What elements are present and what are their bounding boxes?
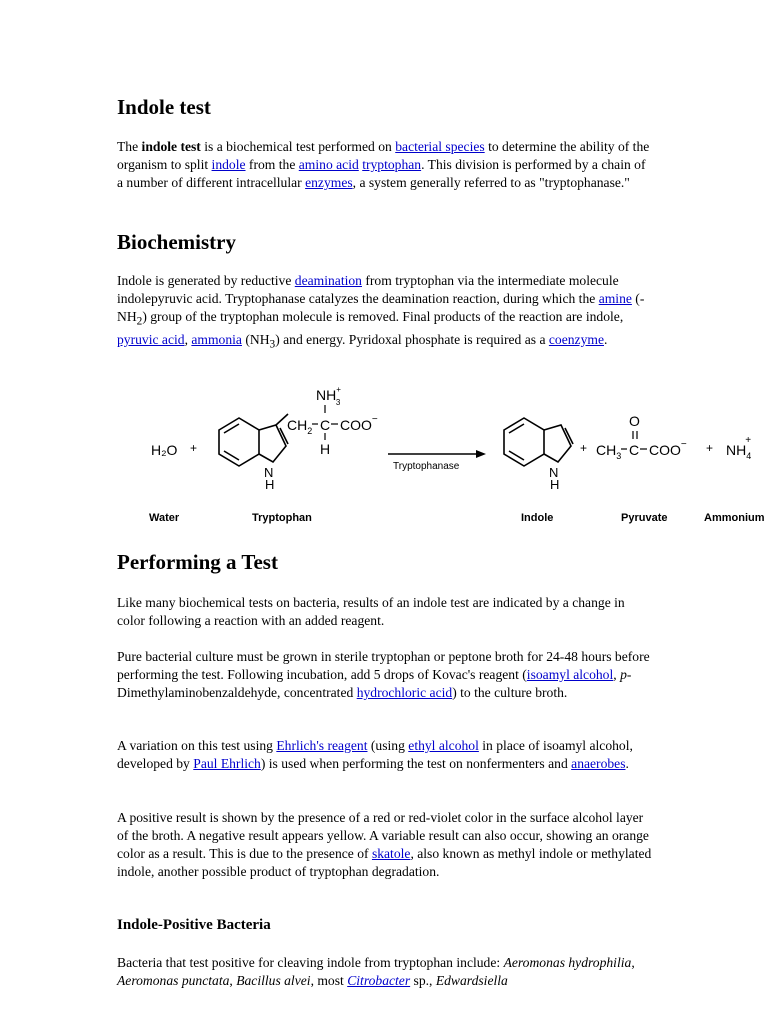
link-amino-acid[interactable]: amino acid (298, 157, 359, 172)
text: in place of isoamyl alcohol, developed by (117, 738, 633, 771)
indole-structure (504, 418, 573, 466)
heading-indole-positive-bacteria: Indole-Positive Bacteria (117, 917, 271, 933)
text: , also known as methyl indole or methylated indole, another possible product of tryptophan degradation. (117, 846, 652, 879)
carbonyl-oxygen: O (629, 413, 640, 429)
label-water: Water (149, 512, 180, 524)
text: A positive result is shown by the presence of a red or red-violet color in the surface alcohol layer of the broth. A negative result appears yellow. A variable result can also occur, showing an orange color as a result. This is due to the presence of (117, 810, 649, 861)
text: Bacteria that test positive for cleaving indole from tryptophan include: (117, 955, 504, 970)
text: ) and energy. Pyridoxal phosphate is required as a (275, 331, 549, 347)
paragraph-indole-positive (117, 954, 652, 990)
link-ehrlichs-reagent[interactable]: Ehrlich's reagent (276, 738, 368, 753)
paragraph-performing-1: Like many biochemical tests on bacteria, results of an indole test are indicated by a change in color following a reaction with an added reagent. (117, 595, 625, 628)
link-citrobacter[interactable]: Citrobacter (347, 973, 411, 988)
text: Indole is generated by reductive (117, 273, 295, 288)
link-ammonia[interactable]: ammonia (191, 331, 242, 347)
plus-sign: + (706, 441, 714, 455)
text: , most (310, 973, 348, 988)
label-ammonium: Ammonium (704, 512, 765, 524)
text: from the (245, 157, 299, 172)
bold-term: indole test (141, 139, 201, 154)
link-enzymes[interactable]: enzymes (305, 175, 353, 190)
heading-biochemistry: Biochemistry (117, 230, 236, 254)
text: (-NH (117, 291, 645, 324)
text: , (613, 667, 621, 682)
text: . (604, 331, 608, 347)
pyruvate-carboxylate: COO− (649, 439, 687, 458)
link-tryptophan[interactable]: tryptophan (362, 157, 422, 172)
reaction-diagram (140, 378, 768, 528)
link-coenzyme[interactable]: coenzyme (548, 331, 604, 347)
subscript: 3 (269, 338, 276, 351)
indole-hydrogen: H (550, 477, 560, 492)
text: from tryptophan via the intermediate molecule indolepyruvic acid. Tryptophanase catalyzes the deamination reaction, during which the (117, 273, 619, 306)
ring-hydrogen: H (265, 477, 275, 492)
paragraph-performing-4 (117, 809, 652, 881)
link-hydrochloric-acid[interactable]: hydrochloric acid (356, 685, 453, 700)
link-skatole[interactable]: skatole (371, 846, 411, 861)
ammonium-group: NH+ 3 (316, 385, 341, 407)
reaction-arrow (388, 450, 486, 458)
alpha-carbon: C (320, 417, 331, 433)
indole-nitrogen: N (549, 465, 559, 480)
text: , a system generally referred to as "tryptophanase." (352, 175, 630, 190)
species-name: Aeromonas punctata (117, 973, 230, 988)
text: ) to the culture broth. (452, 685, 568, 700)
plus-sign: + (580, 441, 588, 455)
text: The (117, 139, 142, 154)
text: . This division is performed by a chain of a number of different intracellular (117, 157, 646, 190)
subscript: 2 (136, 315, 143, 328)
plus-sign: + (190, 441, 198, 455)
species-name: Bacillus alvei (236, 973, 311, 988)
ch3-label: $CH_3$ (596, 442, 622, 461)
text: , (229, 973, 237, 988)
paragraph-performing-3 (117, 737, 652, 773)
text: , (184, 331, 192, 347)
tryptophan-structure (219, 414, 288, 466)
ammonium-ion: $NH_4+$ (726, 435, 752, 461)
text: ) is used when performing the test on nonfermenters and (260, 756, 572, 771)
text: -Dimethylaminobenzaldehyde, concentrated (117, 667, 632, 700)
text: is a biochemical test performed on (200, 139, 396, 154)
link-isoamyl-alcohol[interactable]: isoamyl alcohol (526, 667, 614, 682)
link-anaerobes[interactable]: anaerobes (571, 756, 626, 771)
link-bacterial-species[interactable]: bacterial species (395, 139, 485, 154)
text: Pure bacterial culture must be grown in sterile tryptophan or peptone broth for 24-48 hours before performing the test. Following incubation, add 5 drops of Kovac's reagent ( (117, 649, 650, 682)
paragraph-indole-intro (117, 138, 652, 192)
text: ) group of the tryptophan molecule is removed. Final products of the reaction are indole, (142, 309, 624, 324)
link-deamination[interactable]: deamination (294, 273, 362, 288)
label-indole: Indole (521, 512, 554, 524)
text: sp., (410, 973, 436, 988)
carbonyl-carbon: C (629, 442, 640, 458)
link-indole[interactable]: indole (211, 157, 246, 172)
link-paul-ehrlich[interactable]: Paul Ehrlich (193, 756, 261, 771)
alpha-hydrogen: H (320, 441, 331, 457)
label-tryptophan: Tryptophan (252, 512, 312, 524)
text: (using (367, 738, 409, 753)
carboxylate: COO− (340, 414, 378, 433)
paragraph-performing-2 (117, 648, 652, 702)
text: , (631, 955, 635, 970)
paragraph-biochemistry (117, 272, 652, 353)
link-amine[interactable]: amine (598, 291, 632, 306)
label-pyruvate: Pyruvate (621, 512, 668, 524)
ring-nitrogen: N (264, 465, 274, 480)
heading-indole-test: Indole test (117, 95, 211, 119)
ch2-label: $CH_2$ (287, 417, 313, 436)
text: to determine the ability of the organism to split (117, 139, 650, 172)
link-pyruvic-acid[interactable]: pyruvic acid (117, 331, 185, 347)
text: . (625, 756, 629, 771)
text: (NH (241, 331, 270, 347)
enzyme-label: Tryptophanase (393, 461, 460, 472)
species-name: Edwardsiella (435, 973, 508, 988)
link-ethyl-alcohol[interactable]: ethyl alcohol (408, 738, 479, 753)
text: A variation on this test using (117, 738, 277, 753)
water-formula: H₂O (151, 442, 178, 458)
italic-text: p (620, 667, 627, 682)
species-name: Aeromonas hydrophilia (503, 955, 632, 970)
heading-performing-a-test: Performing a Test (117, 550, 278, 574)
